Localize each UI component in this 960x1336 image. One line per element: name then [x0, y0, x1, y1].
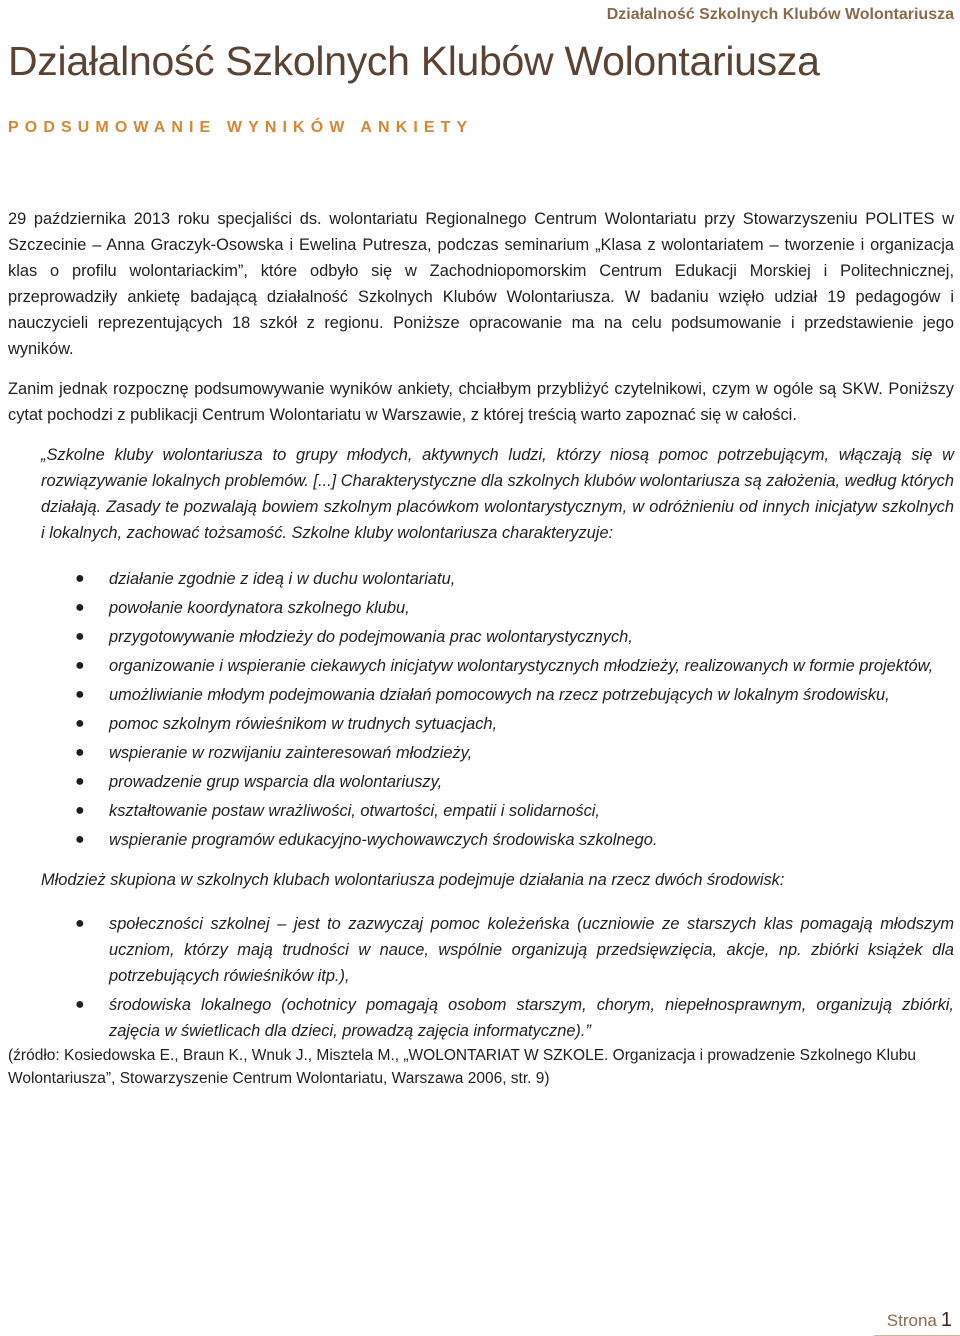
- bullet-icon: ●: [75, 915, 85, 932]
- context-paragraph: Zanim jednak rozpocznę podsumowywanie wyników ankiety, chciałbym przybliżyć czytelnikowi, czym w ogóle są SKW. Poniższy cytat pochodzi z publikacji Centrum Wolontariatu w Warszawie, z której treścią warto zapoznać się w całości.: [8, 380, 954, 424]
- document-body: [8, 206, 954, 1090]
- bullet-icon: ●: [75, 996, 85, 1013]
- features-list: [41, 566, 954, 853]
- running-header: Działalność Szkolnych Klubów Wolontariusza: [606, 6, 954, 23]
- list-item: ● działanie zgodnie z ideą i w duchu wolontariatu,: [41, 566, 954, 592]
- bullet-icon: ●: [75, 802, 85, 819]
- list-item: ● powołanie koordynatora szkolnego klubu,: [41, 595, 954, 621]
- bullet-icon: ●: [75, 599, 85, 616]
- list-item: ● kształtowanie postaw wrażliwości, otwartości, empatii i solidarności,: [41, 798, 954, 824]
- bullet-icon: ●: [75, 628, 85, 645]
- bullet-icon: ●: [75, 686, 85, 703]
- page-footer: [887, 1309, 952, 1332]
- page-number: 1: [940, 1309, 952, 1331]
- list-item: ● środowiska lokalnego (ochotnicy pomagają osobom starszym, chorym, niepełnosprawnym, organizują zbiórki, zajęcia w świetlicach dla dzieci, prowadzą zajęcia informatyczne).”: [41, 992, 954, 1044]
- environments-list: [41, 911, 954, 1044]
- list-item: ● przygotowywanie młodzieży do podejmowania prac wolontarystycznych,: [41, 624, 954, 650]
- bullet-icon: ●: [75, 773, 85, 790]
- list-item: ● społeczności szkolnej – jest to zazwyczaj pomoc koleżeńska (uczniowie ze starszych klas pomagają młodszym uczniom, którzy mają trudności w nauce, wspólnie organizują przedsięwzięcia, akcje, np. zbiórki książek dla potrzebujących rówieśników itp.),: [41, 911, 954, 989]
- list-item: ● umożliwianie młodym podejmowania działań pomocowych na rzecz potrzebujących w lokalnym środowisku,: [41, 682, 954, 708]
- list-item: ● pomoc szkolnym rówieśnikom w trudnych sytuacjach,: [41, 711, 954, 737]
- page-label: Strona: [886, 1311, 937, 1330]
- bullet-icon: ●: [75, 657, 85, 674]
- intro-paragraph: 29 października 2013 roku specjaliści ds. wolontariatu Regionalnego Centrum Wolontariatu przy Stowarzyszeniu POLITES w Szczecinie – Anna Graczyk-Osowska i Ewelina Putresza, podczas seminarium „Klasa z wolontariatem – tworzenie i organizacja klas o profilu wolontariackim”, które odbyło się w Zachodniopomorskim Centrum Edukacji Morskiej i Politechnicznej, przeprowadziły ankietę badającą działalność Szkolnych Klubów Wolontariusza. W badaniu wzięło udział 19 pedagogów i nauczycieli reprezentujących 18 szkół z regionu. Poniższe opracowanie ma na celu podsumowanie i przedstawienie jego wyników.: [8, 210, 954, 358]
- environments-intro: Młodzież skupiona w szkolnych klubach wolontariusza podejmuje działania na rzecz dwóch środowisk:: [41, 871, 785, 889]
- list-item: ● prowadzenie grup wsparcia dla wolontariuszy,: [41, 769, 954, 795]
- document-title: Działalność Szkolnych Klubów Wolontariusza: [8, 38, 820, 84]
- quote-intro: „Szkolne kluby wolontariusza to grupy młodych, aktywnych ludzi, którzy niosą pomoc potrzebującym, włączają się w rozwiązywanie lokalnych problemów. [...] Charakterystyczne dla szkolnych klubów wolontariusza są założenia, według których działają. Zasady te pozwalają bowiem szkolnym placówkom wolontarystycznym, w odróżnieniu od innych inicjatyw szkolnych i lokalnych, zachować tożsamość. Szkolne kluby wolontariusza charakteryzuje:: [41, 446, 954, 542]
- list-item: ● wspieranie programów edukacyjno-wychowawczych środowiska szkolnego.: [41, 827, 954, 853]
- list-item: ● organizowanie i wspieranie ciekawych inicjatyw wolontarystycznych młodzieży, realizowanych w formie projektów,: [41, 653, 954, 679]
- quotation-block: [41, 442, 954, 1044]
- list-item: ● wspieranie w rozwijaniu zainteresowań młodzieży,: [41, 740, 954, 766]
- bullet-icon: ●: [75, 831, 85, 848]
- bullet-icon: ●: [75, 744, 85, 761]
- bullet-icon: ●: [75, 715, 85, 732]
- bullet-icon: ●: [75, 570, 85, 587]
- source-citation: (źródło: Kosiedowska E., Braun K., Wnuk J., Misztela M., „WOLONTARIAT W SZKOLE. Organizacja i prowadzenie Szkolnego Klubu Wolontariusza”, Stowarzyszenie Centrum Wolontariatu, Warszawa 2006, str. 9): [8, 1047, 916, 1087]
- document-subtitle: PODSUMOWANIE WYNIKÓW ANKIETY: [8, 119, 474, 136]
